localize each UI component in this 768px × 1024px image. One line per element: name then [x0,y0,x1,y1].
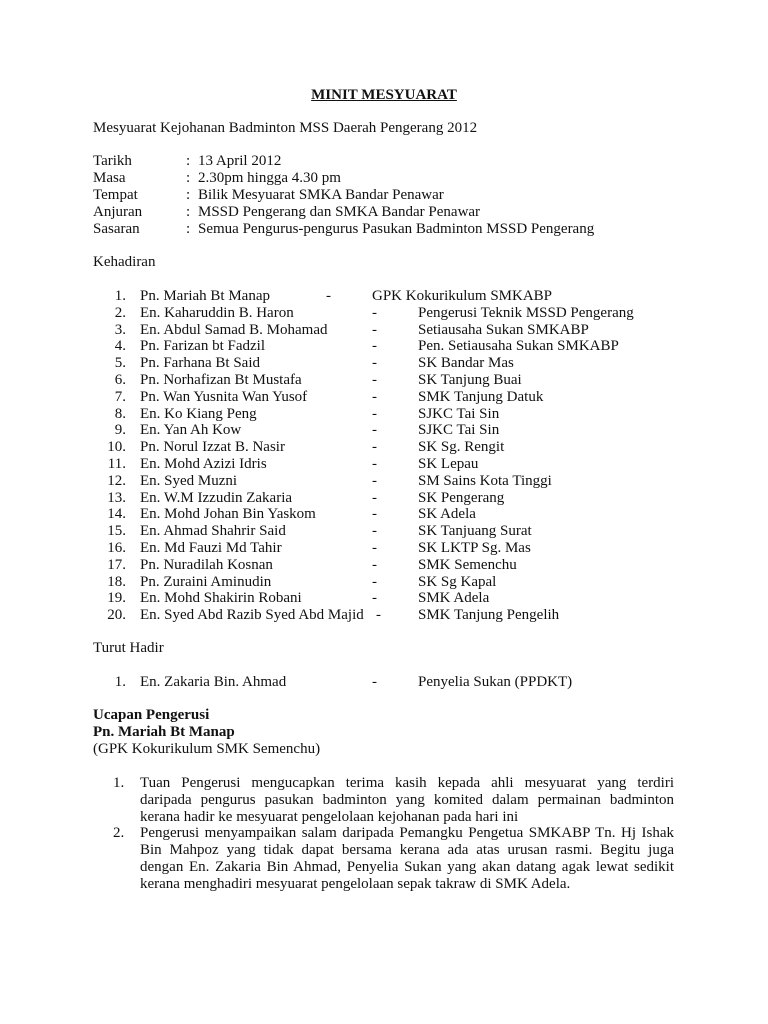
attendee-organization: SK Lepau [418,456,479,472]
attendee-organization: SMK Semenchu [418,557,517,573]
info-colon: : [186,187,191,203]
paragraph-line: Bin Mahpoz yang tidak dapat bersama kerana ada atas urusan rasmi. Begitu juga [140,842,674,858]
separator-dash: - [326,288,331,304]
attendee-organization: SM Sains Kota Tinggi [418,473,552,489]
list-number: 19. [107,590,126,606]
document-title: MINIT MESYUARAT [311,87,457,103]
attendee-row [0,557,768,574]
separator-dash: - [372,439,377,455]
list-number: 20. [107,607,126,623]
attendee-organization: SMK Adela [418,590,490,606]
attendee-name: Pn. Wan Yusnita Wan Yusof [140,389,308,405]
attendee-row [0,540,768,557]
attendee-name: En. Zakaria Bin. Ahmad [140,674,287,690]
attendee-name: En. Md Fauzi Md Tahir [140,540,282,556]
info-label: Tarikh [93,153,132,169]
separator-dash: - [372,456,377,472]
chair-name: Pn. Mariah Bt Manap [93,724,235,740]
attendee-row [0,355,768,372]
attendee-row [0,523,768,540]
paragraph-line: daripada pengurus pasukan badminton yang komited dalam permainan badminton [140,792,674,808]
attendee-organization: Setiausaha Sukan SMKABP [418,322,589,338]
attendee-row [0,288,768,305]
attendee-name: En. Ko Kiang Peng [140,406,257,422]
separator-dash: - [372,305,377,321]
info-label: Tempat [93,187,138,203]
attendee-organization: SMK Tanjung Pengelih [418,607,560,623]
attendee-organization: Penyelia Sukan (PPDKT) [418,674,573,690]
list-number: 11. [107,456,126,472]
attendee-row [0,506,768,523]
attendee-name: Pn. Mariah Bt Manap [140,288,270,304]
attendee-name: En. Abdul Samad B. Mohamad [140,322,328,338]
list-number: 14. [107,506,126,522]
separator-dash: - [372,422,377,438]
list-number: 15. [107,523,126,539]
attendee-name: Pn. Farhana Bt Said [140,355,260,371]
list-number: 13. [107,490,126,506]
meeting-subtitle: Mesyuarat Kejohanan Badminton MSS Daerah Pengerang 2012 [93,120,478,136]
also-present-heading: Turut Hadir [93,640,164,656]
paragraph-text [140,825,674,893]
separator-dash: - [372,674,377,690]
info-colon: : [186,221,191,237]
separator-dash: - [372,574,377,590]
attendee-name: Pn. Norul Izzat B. Nasir [140,439,285,455]
attendee-organization: Pengerusi Teknik MSSD Pengerang [418,305,634,321]
attendee-organization: Pen. Setiausaha Sukan SMKABP [418,338,619,354]
attendee-organization: SK Bandar Mas [418,355,514,371]
attendee-organization: SK LKTP Sg. Mas [418,540,531,556]
attendee-name: Pn. Farizan bt Fadzil [140,338,265,354]
info-value: MSSD Pengerang dan SMKA Bandar Penawar [198,204,481,220]
attendee-row [0,473,768,490]
paragraph-number: 2. [113,825,125,841]
attendee-organization: SK Sg. Rengit [418,439,505,455]
info-value: 2.30pm hingga 4.30 pm [198,170,341,186]
list-number: 12. [107,473,126,489]
list-number: 1. [114,288,126,304]
attendee-name: En. Mohd Shakirin Robani [140,590,302,606]
chair-position: (GPK Kokurikulum SMK Semenchu) [93,741,321,757]
attendee-row [0,322,768,339]
list-number: 1. [114,674,126,690]
attendee-row [0,422,768,439]
list-number: 9. [114,422,126,438]
list-number: 6. [114,372,126,388]
attendee-name: En. W.M Izzudin Zakaria [140,490,293,506]
attendee-row [0,389,768,406]
attendee-organization: SK Adela [418,506,476,522]
attendee-row [0,574,768,591]
paragraph-number: 1. [113,775,125,791]
attendee-organization: SK Tanjuang Surat [418,523,532,539]
attendee-name: En. Syed Muzni [140,473,238,489]
attendee-name: Pn. Norhafizan Bt Mustafa [140,372,302,388]
attendee-name: Pn. Nuradilah Kosnan [140,557,273,573]
attendee-name: En. Syed Abd Razib Syed Abd Majid [140,607,364,623]
attendee-row [0,305,768,322]
separator-dash: - [372,338,377,354]
attendee-organization: SK Tanjung Buai [418,372,522,388]
info-label: Sasaran [93,221,140,237]
attendee-row [0,490,768,507]
list-number: 18. [107,574,126,590]
info-value: 13 April 2012 [198,153,282,169]
attendee-name: En. Ahmad Shahrir Said [140,523,286,539]
attendee-row [0,338,768,355]
attendee-organization: SMK Tanjung Datuk [418,389,544,405]
separator-dash: - [372,473,377,489]
separator-dash: - [372,506,377,522]
speech-heading: Ucapan Pengerusi [93,707,210,723]
list-number: 16. [107,540,126,556]
list-number: 5. [114,355,126,371]
separator-dash: - [372,590,377,606]
attendee-name: Pn. Zuraini Aminudin [140,574,272,590]
attendee-organization: SJKC Tai Sin [418,422,500,438]
list-number: 4. [114,338,126,354]
list-number: 10. [107,439,126,455]
paragraph-line: dengan En. Zakaria Bin Ahmad, Penyelia Sukan yang akan datang agak lewat sedikit [140,859,674,875]
paragraph-text [140,775,674,826]
info-colon: : [186,153,191,169]
separator-dash: - [372,355,377,371]
attendee-name: En. Mohd Johan Bin Yaskom [140,506,316,522]
info-label: Masa [93,170,126,186]
attendee-organization: SK Sg Kapal [418,574,497,590]
attendee-row [0,372,768,389]
attendee-organization: GPK Kokurikulum SMKABP [372,288,553,304]
info-value: Semua Pengurus-pengurus Pasukan Badminton MSSD Pengerang [198,221,595,237]
list-number: 3. [114,322,126,338]
separator-dash: - [372,523,377,539]
separator-dash: - [372,557,377,573]
attendee-row [0,590,768,607]
list-number: 7. [114,389,126,405]
info-colon: : [186,170,191,186]
attendee-row [0,607,768,624]
attendee-organization: SJKC Tai Sin [418,406,500,422]
paragraph-line: Tuan Pengerusi mengucapkan terima kasih kepada ahli mesyuarat yang terdiri [140,775,674,791]
separator-dash: - [372,406,377,422]
attendee-name: En. Yan Ah Kow [140,422,242,438]
separator-dash: - [372,389,377,405]
info-colon: : [186,204,191,220]
attendee-row [0,439,768,456]
list-number: 17. [107,557,126,573]
attendee-name: En. Mohd Azizi Idris [140,456,267,472]
attendance-heading: Kehadiran [93,254,156,270]
separator-dash: - [372,372,377,388]
paragraph-line: kerana menghadiri mesyuarat pengelolaan sepak takraw di SMK Adela. [140,876,571,892]
attendee-row [0,456,768,473]
separator-dash: - [372,322,377,338]
attendee-row [0,406,768,423]
paragraph-line: kerana hadir ke mesyuarat pengelolaan kejohanan pada hari ini [140,809,519,825]
info-label: Anjuran [93,204,143,220]
separator-dash: - [372,540,377,556]
list-number: 2. [114,305,126,321]
also-present-row [0,674,768,691]
separator-dash: - [372,490,377,506]
info-value: Bilik Mesyuarat SMKA Bandar Penawar [198,187,444,203]
list-number: 8. [114,406,126,422]
separator-dash: - [376,607,381,623]
attendee-name: En. Kaharuddin B. Haron [140,305,294,321]
paragraph-line: Pengerusi menyampaikan salam daripada Pemangku Pengetua SMKABP Tn. Hj Ishak [140,825,674,841]
attendee-organization: SK Pengerang [418,490,505,506]
